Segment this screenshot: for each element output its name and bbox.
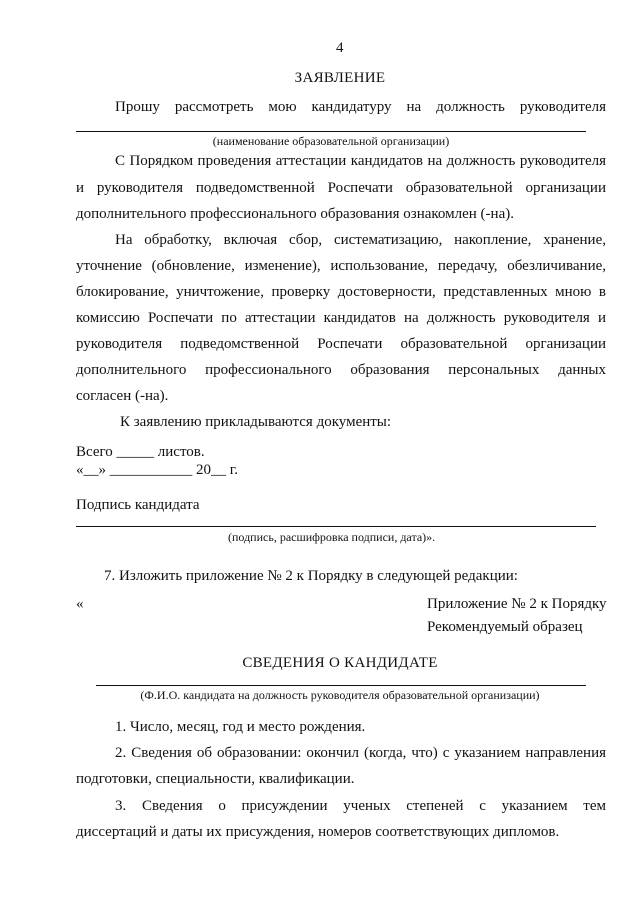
para2-line: блокирование, уничтожение, проверку достоверности, представленных мною в [76,284,606,300]
signature-label: Подпись кандидата [76,497,200,513]
page-number: 4 [336,40,344,56]
para1-line: дополнительного профессионального образования ознакомлен (-на). [76,206,514,222]
para2-line: согласен (-на). [76,388,169,404]
svedeniya-item-2-line: подготовки, специальности, квалификации. [76,771,355,787]
org-name-line [76,131,586,132]
svedeniya-title: СВЕДЕНИЯ О КАНДИДАТЕ [242,655,438,671]
appendix-line-2: Рекомендуемый образец [427,619,583,635]
para2-line: комиссию Роспечати по аттестации кандидатов на должность руководителя и [76,310,606,326]
open-quote: « [76,596,84,612]
svedeniya-item-1: 1. Число, месяц, год и место рождения. [115,719,366,735]
para2-line: На обработку, включая сбор, систематизацию, накопление, хранение, [115,232,606,248]
signature-caption: (подпись, расшифровка подписи, дата)». [228,530,436,544]
request-line: Прошу рассмотреть мою кандидатуру на должность руководителя [115,99,606,115]
para1-line: С Порядком проведения аттестации кандидатов на должность руководителя [115,153,606,169]
appendix-line-1: Приложение № 2 к Порядку [427,596,607,612]
svedeniya-item-2-line: 2. Сведения об образовании: окончил (когда, что) с указанием направления [115,745,606,761]
svedeniya-item-3-line: диссертаций и даты их присуждения, номеров соответствующих дипломов. [76,824,560,840]
para2-line: дополнительного профессионального образования персональных данных [76,362,606,378]
total-sheets: Всего _____ листов. [76,444,205,460]
para2-line: уточнение (обновление, изменение), использование, передачу, обезличивание, [76,258,606,274]
attached-docs: К заявлению прикладываются документы: [120,414,392,430]
signature-line [76,526,596,527]
item-7: 7. Изложить приложение № 2 к Порядку в следующей редакции: [104,568,518,584]
fio-caption: (Ф.И.О. кандидата на должность руководителя образовательной организации) [140,688,540,702]
org-caption: (наименование образовательной организации) [212,134,450,148]
date-line: «__» ___________ 20__ г. [76,462,238,478]
para2-line: руководителя подведомственной Роспечати образовательной организации [76,336,606,352]
zayavlenie-title: ЗАЯВЛЕНИЕ [294,70,386,86]
fio-line [96,685,586,686]
para1-line: и руководителя подведомственной Роспечати образовательной организации [76,180,606,196]
svedeniya-item-3-line: 3. Сведения о присуждении ученых степеней с указанием тем [115,798,606,814]
